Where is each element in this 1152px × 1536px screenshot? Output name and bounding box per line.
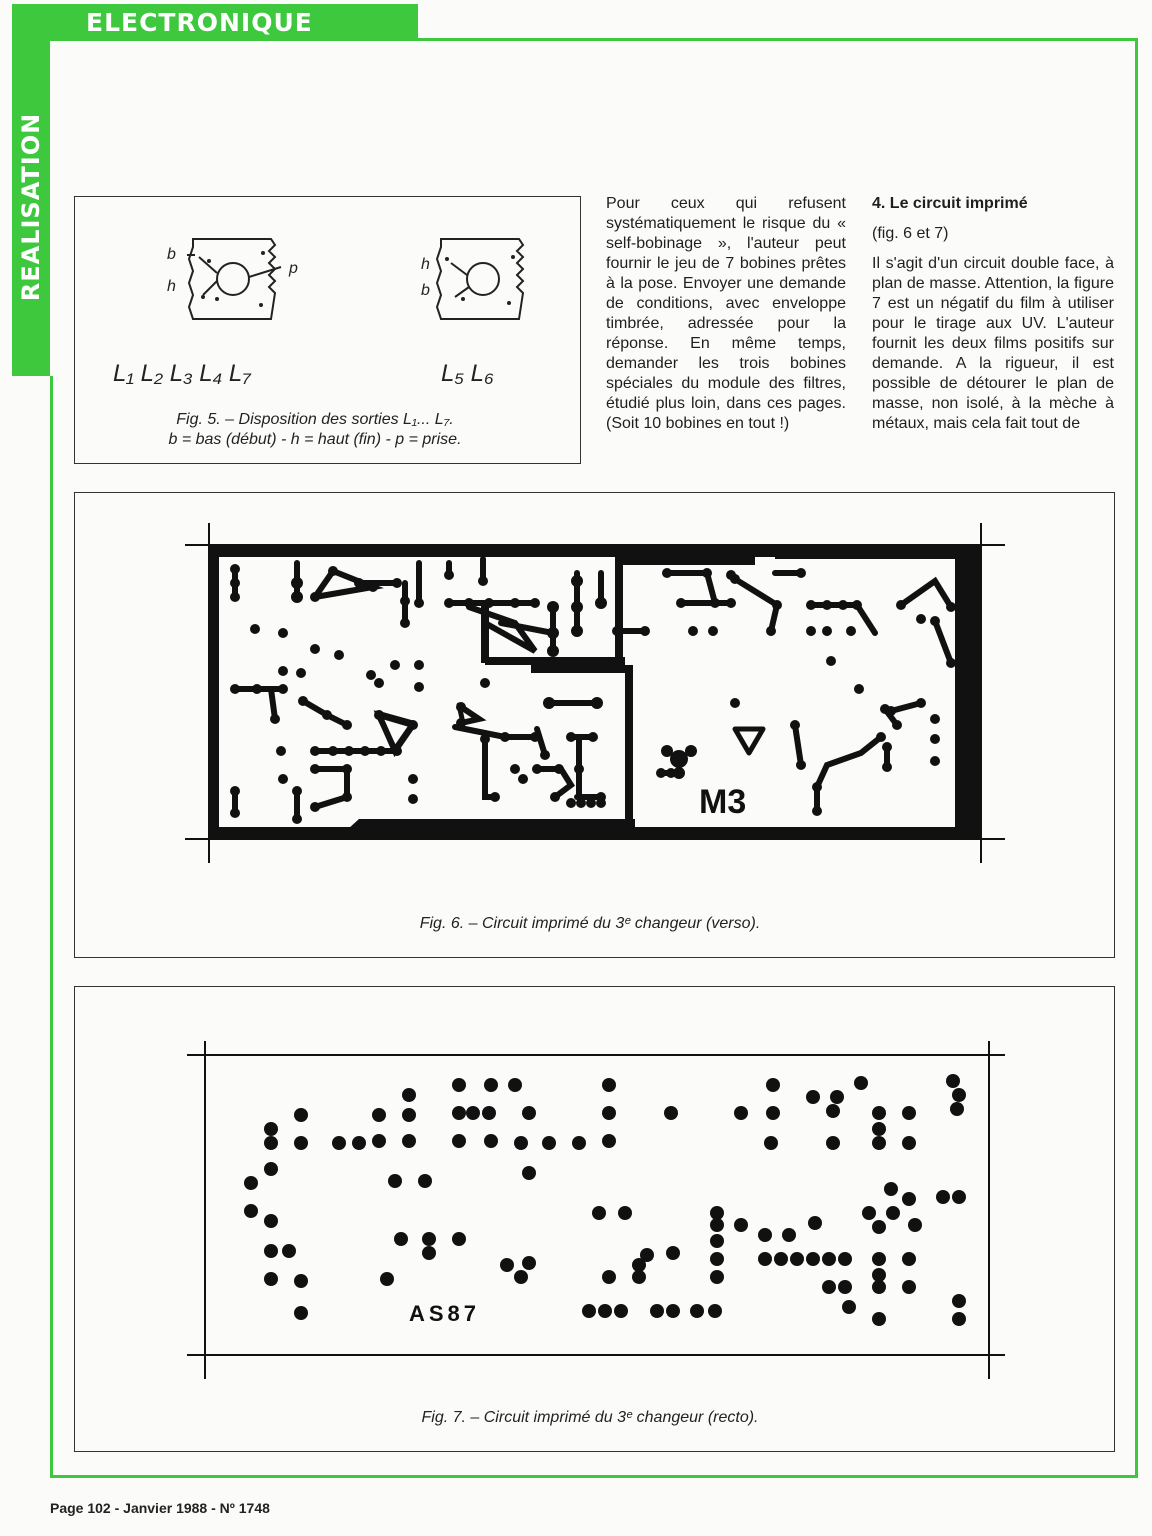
page-frame-left-edge xyxy=(50,376,53,1478)
label-h-right: h xyxy=(421,256,430,273)
fig5-box xyxy=(74,196,581,464)
rubric-side-banner xyxy=(12,38,50,376)
fig5-caption-line2: b = bas (début) - h = haut (fin) - p = prise. xyxy=(168,431,462,448)
label-b-right: b xyxy=(421,282,430,299)
pcb-verso-tracks xyxy=(235,559,951,819)
coil-diagrams xyxy=(75,197,580,397)
fig6-caption: Fig. 6. – Circuit imprimé du 3ᵉ changeur (verso). xyxy=(419,915,761,932)
coil-right xyxy=(437,239,523,319)
section-subheading: (fig. 6 et 7) xyxy=(872,225,949,242)
coil-left xyxy=(187,239,281,319)
section-heading: 4. Le circuit imprimé xyxy=(872,195,1028,212)
label-p-left: p xyxy=(289,260,298,277)
fig5-caption-line1: Fig. 5. – Disposition des sorties L₁... L₇. xyxy=(176,411,454,428)
fig7-box xyxy=(74,986,1115,1452)
fig7-caption: Fig. 7. – Circuit imprimé du 3ᵉ changeur (recto). xyxy=(421,1409,759,1426)
col2-paragraph: Il s'agit d'un circuit double face, à plan de masse. Attention, la figure 7 est un négatif du film à utiliser pour le tirage aux UV. L'auteur fournit les deux films positifs sur demande. A la rigueur, il est possible de détourer le plan de masse, non isolé, à la mèche à métaux, mais cela fait tout de xyxy=(872,255,1114,432)
page-footer: Page 102 - Janvier 1988 - Nº 1748 xyxy=(50,1500,270,1516)
label-h-left: h xyxy=(167,278,176,295)
board-label-m3: M3 xyxy=(699,783,747,821)
rubric-side-label: REALISATION xyxy=(17,112,45,302)
pcb-recto xyxy=(75,987,1114,1387)
pcb-verso xyxy=(75,493,1114,893)
label-b-left: b xyxy=(167,246,176,263)
text-column-1 xyxy=(606,194,846,444)
pcb-verso-triangles xyxy=(377,705,763,753)
pcb-verso-pads xyxy=(230,564,956,824)
rubric-top-label: ELECTRONIQUE xyxy=(86,8,313,37)
pcb-recto-pads xyxy=(244,1074,966,1326)
coil-labels-right: L₅ L₆ xyxy=(441,360,494,387)
text-column-2 xyxy=(872,194,1114,444)
fig6-box xyxy=(74,492,1115,958)
board-label-as87: AS87 xyxy=(409,1301,481,1326)
rubric-top-banner xyxy=(12,4,418,41)
coil-labels-left: L₁ L₂ L₃ L₄ L₇ xyxy=(113,360,251,387)
col1-paragraph: Pour ceux qui refusent systématiquement le risque du « self-bobinage », l'auteur peut fournir le jeu de 7 bobines prêtes à la pose. Envoyer une demande de conditions, avec enveloppe timbrée, adressée pour la réponse. En même temps, demander les trois bobines spéciales du module des filtres, étudié plus loin, dans ces pages. (Soit 10 bobines en tout !) xyxy=(606,195,846,432)
